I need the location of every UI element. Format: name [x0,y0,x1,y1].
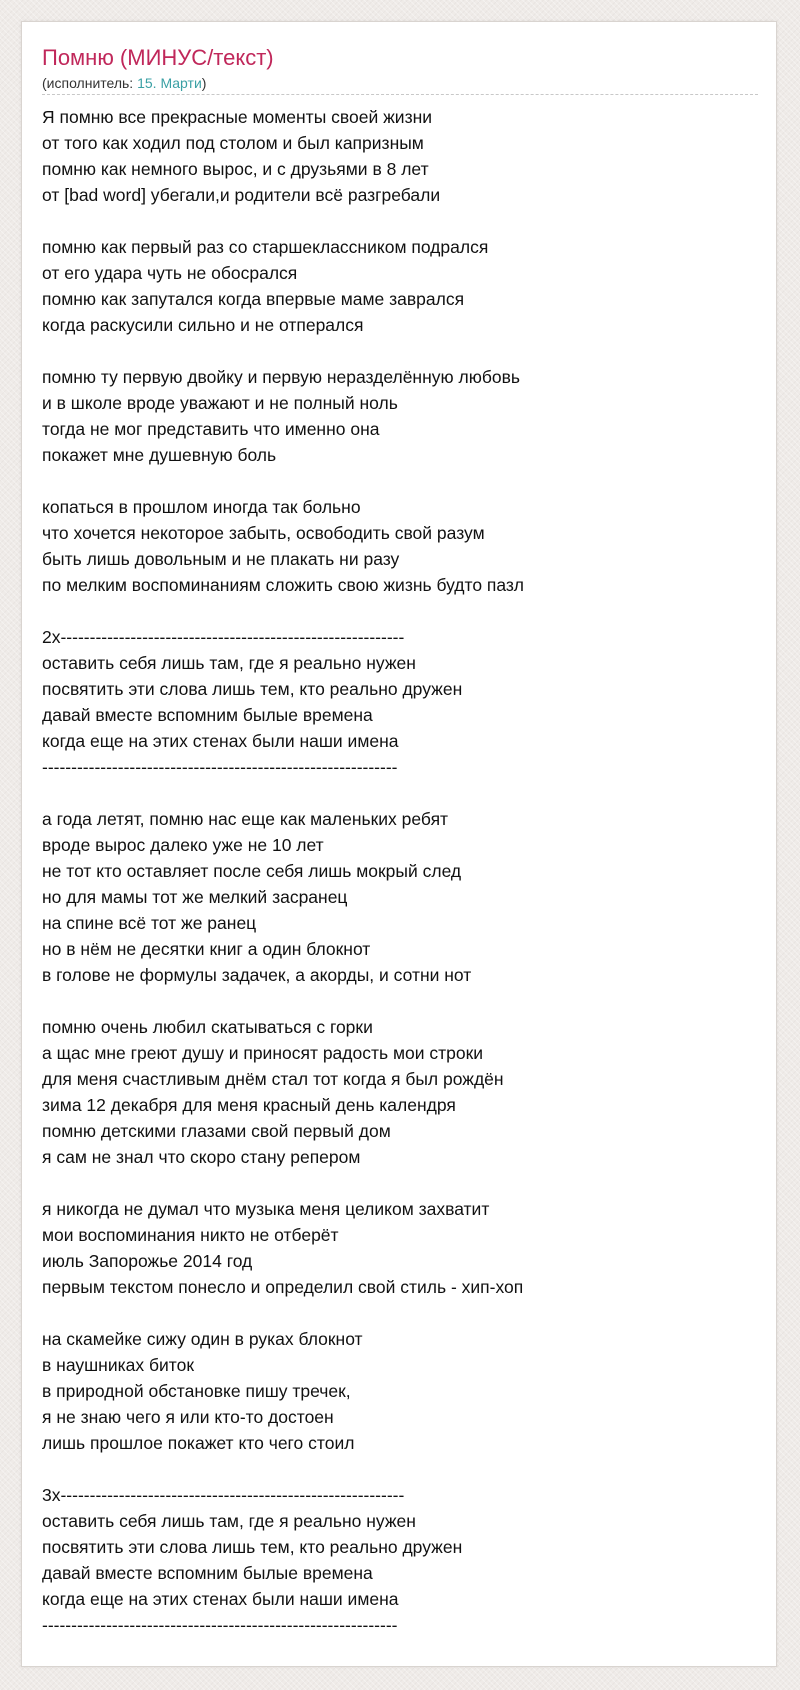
lyrics-line: июль Запорожье 2014 год [42,1251,253,1271]
lyrics-line: а года летят, помню нас еще как маленьких ребят [42,809,449,829]
performer-link[interactable]: 15. Марти [137,75,202,91]
lyrics-line: когда еще на этих стенах были наши имена [42,1589,399,1609]
lyrics-line: покажет мне душевную боль [42,445,277,465]
lyrics-line: 2х----------------------------------------------------------- [42,627,405,647]
lyrics-line: зима 12 декабря для меня красный день календря [42,1095,456,1115]
lyrics-line: помню ту первую двойку и первую неразделённую любовь [42,367,521,387]
performer-suffix: ) [201,75,207,91]
lyrics-line: в голове не формулы задачек, а акорды, и сотни нот [42,965,472,985]
lyrics-line: 3х----------------------------------------------------------- [42,1485,405,1505]
lyrics-line: мои воспоминания никто не отберёт [42,1225,339,1245]
lyrics-line: помню детскими глазами свой первый дом [42,1121,391,1141]
lyrics-line: ------------------------------------------------------------- [42,1615,398,1635]
lyrics-line: Я помню все прекрасные моменты своей жизни [42,107,433,127]
lyrics-line: в наушниках биток [42,1355,194,1375]
lyrics-line: быть лишь довольным и не плакать ни разу [42,549,400,569]
lyrics-line: а щас мне греют душу и приносят радость мои строки [42,1043,484,1063]
lyrics-line: посвятить эти слова лишь тем, кто реально дружен [42,1537,463,1557]
lyrics-line: тогда не мог представить что именно она [42,419,380,439]
lyrics-stanza [42,1326,758,1456]
lyrics-stanza [42,234,758,338]
lyrics-line: помню как запутался когда впервые маме заврался [42,289,465,309]
lyrics-line: помню как немного вырос, и с друзьями в 8 лет [42,159,429,179]
lyrics-line: копаться в прошлом иногда так больно [42,497,361,517]
lyrics-line: лишь прошлое покажет кто чего стоил [42,1433,355,1453]
lyrics-line: от его удара чуть не обосрался [42,263,298,283]
lyrics-stanza [42,364,758,468]
lyrics-card [21,21,777,1667]
lyrics-line: посвятить эти слова лишь тем, кто реально дружен [42,679,463,699]
lyrics-stanza [42,494,758,598]
lyrics-line: от того как ходил под столом и был капризным [42,133,424,153]
lyrics-line: вроде вырос далеко уже не 10 лет [42,835,324,855]
lyrics-line: от [bad word] убегали,и родители всё разгребали [42,185,441,205]
lyrics-line: помню очень любил скатываться с горки [42,1017,373,1037]
lyrics-line: я никогда не думал что музыка меня целиком захватит [42,1199,490,1219]
performer-info [42,74,758,92]
lyrics-line: когда еще на этих стенах были наши имена [42,731,399,751]
lyrics-line: на скамейке сижу один в руках блокнот [42,1329,363,1349]
lyrics-line: ------------------------------------------------------------- [42,757,398,777]
lyrics-stanza [42,1196,758,1300]
lyrics-line: когда раскусили сильно и не отперался [42,315,364,335]
lyrics-line: я не знаю чего я или кто-то достоен [42,1407,334,1427]
lyrics-line: я сам не знал что скоро стану репером [42,1147,361,1167]
song-header [42,44,758,95]
lyrics-text [42,104,758,1664]
lyrics-stanza [42,1482,758,1638]
lyrics-line: что хочется некоторое забыть, освободить свой разум [42,523,485,543]
lyrics-stanza [42,1014,758,1170]
lyrics-stanza [42,624,758,780]
lyrics-line: но в нём не десятки книг а один блокнот [42,939,371,959]
lyrics-line: и в школе вроде уважают и не полный ноль [42,393,398,413]
lyrics-line: оставить себя лишь там, где я реально нужен [42,1511,416,1531]
lyrics-line: на спине всё тот же ранец [42,913,257,933]
lyrics-stanza [42,104,758,208]
lyrics-line: давай вместе вспомним былые времена [42,1563,373,1583]
lyrics-line: помню как первый раз со старшеклассником подрался [42,237,489,257]
page-title: Помню (МИНУС/текст) [42,45,274,70]
lyrics-line: оставить себя лишь там, где я реально нужен [42,653,416,673]
lyrics-line: в природной обстановке пишу тречек, [42,1381,351,1401]
lyrics-line: не тот кто оставляет после себя лишь мокрый след [42,861,462,881]
lyrics-line: по мелким воспоминаниям сложить свою жизнь будто пазл [42,575,524,595]
lyrics-line: первым текстом понесло и определил свой стиль - хип-хоп [42,1277,524,1297]
lyrics-line: давай вместе вспомним былые времена [42,705,373,725]
lyrics-line: но для мамы тот же мелкий засранец [42,887,348,907]
performer-prefix: (исполнитель: [42,75,138,91]
lyrics-line: для меня счастливым днём стал тот когда я был рождён [42,1069,504,1089]
lyrics-stanza [42,806,758,988]
